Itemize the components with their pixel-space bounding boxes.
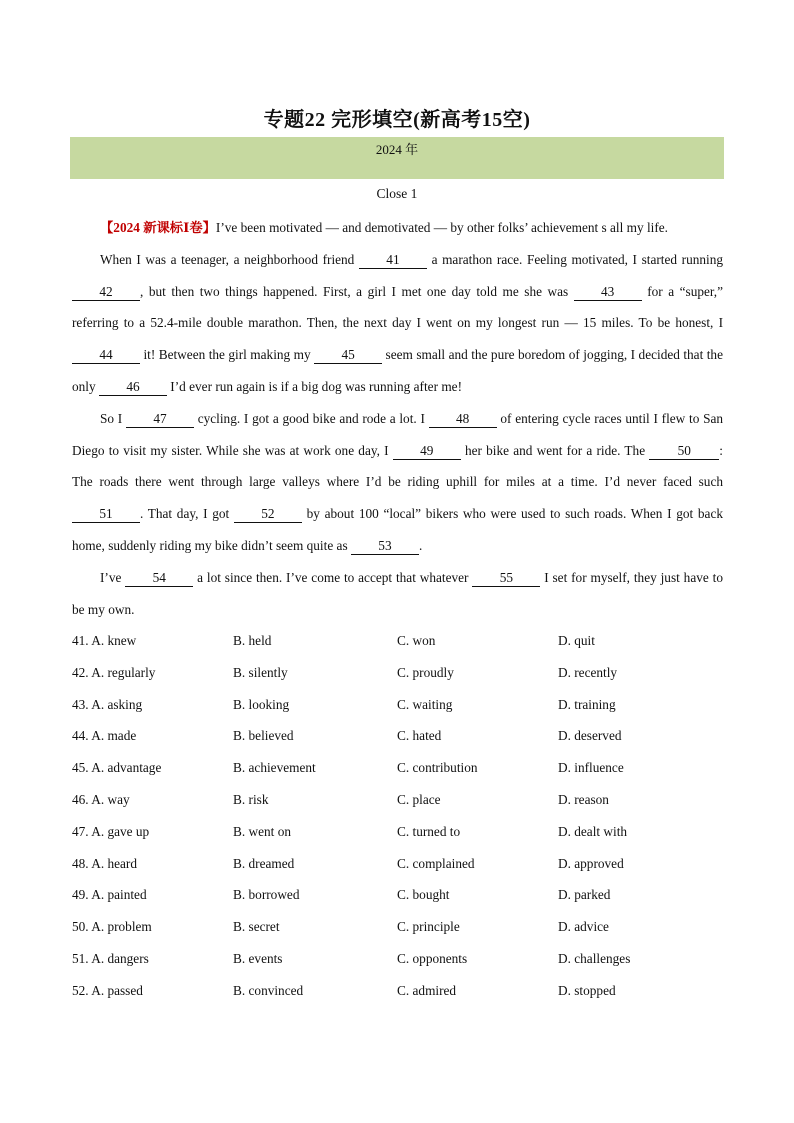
- blank-50[interactable]: 50: [649, 443, 719, 460]
- year-band: 2024 年: [70, 137, 724, 179]
- option-d[interactable]: D. deserved: [558, 728, 622, 744]
- option-c[interactable]: C. admired: [397, 982, 457, 998]
- option-a[interactable]: 52. A. passed: [72, 982, 143, 998]
- option-b[interactable]: B. borrowed: [233, 887, 300, 903]
- option-row: [72, 720, 732, 752]
- option-a[interactable]: 51. A. dangers: [72, 950, 149, 966]
- blank-43[interactable]: 43: [574, 284, 642, 301]
- source-tag: 【2024 新课标Ⅰ卷】: [100, 220, 216, 235]
- option-a[interactable]: 48. A. heard: [72, 855, 137, 871]
- option-c[interactable]: C. won: [397, 633, 436, 648]
- option-d[interactable]: D. approved: [558, 855, 624, 871]
- section-heading: Close 1: [376, 186, 418, 201]
- option-d[interactable]: D. influence: [558, 760, 624, 776]
- blank-46[interactable]: 46: [99, 379, 167, 396]
- option-d[interactable]: D. parked: [558, 887, 611, 903]
- option-c[interactable]: C. hated: [397, 728, 442, 744]
- blank-55[interactable]: 55: [472, 570, 540, 587]
- paragraph-2: When I was a teenager, a neighborhood friend 41 a marathon race. Feeling motivated, I started running 42 , but then two things happened. First, a girl I met one day told me she was 43 for a “super,” referring to a 52.4-mile double marathon. Then, the next day I went on my longest run — 15 miles. To be honest, I 44 it! Between the girl making my 45 seem small and the pure boredom of jogging, I decided that the only 46 I’d ever run again is if a big dog was running after me!: [72, 251, 724, 394]
- blank-47[interactable]: 47: [126, 411, 194, 428]
- option-d[interactable]: D. challenges: [558, 950, 631, 966]
- option-a[interactable]: 50. A. problem: [72, 919, 152, 935]
- blank-41[interactable]: 41: [359, 252, 427, 269]
- option-a[interactable]: 49. A. painted: [72, 887, 147, 903]
- answer-options: [72, 625, 732, 1007]
- paragraph-1: 【2024 新课标Ⅰ卷】I’ve been motivated — and demotivated — by other folks’ achievement s all my life.: [100, 220, 668, 235]
- option-row: [72, 625, 732, 657]
- option-a[interactable]: 45. A. advantage: [72, 760, 162, 776]
- blank-45[interactable]: 45: [314, 347, 382, 364]
- page-title: 专题22 完形填空(新高考15空): [263, 109, 531, 131]
- option-b[interactable]: B. convinced: [233, 982, 304, 998]
- option-d[interactable]: D. recently: [558, 664, 618, 680]
- option-c[interactable]: C. bought: [397, 887, 450, 903]
- option-row: [72, 752, 732, 784]
- option-b[interactable]: B. achievement: [233, 760, 316, 776]
- option-c[interactable]: C. principle: [397, 919, 460, 935]
- option-d[interactable]: D. reason: [558, 791, 609, 807]
- option-row: [72, 689, 732, 721]
- option-row: [72, 848, 732, 880]
- option-d[interactable]: D. advice: [558, 919, 609, 935]
- option-b[interactable]: B. went on: [233, 823, 291, 839]
- option-a[interactable]: 43. A. asking: [72, 696, 143, 712]
- blank-53[interactable]: 53: [351, 538, 419, 555]
- cloze-passage: [72, 212, 723, 625]
- option-row: [72, 816, 732, 848]
- option-b[interactable]: B. secret: [233, 919, 280, 935]
- option-b[interactable]: B. events: [233, 950, 283, 966]
- blank-49[interactable]: 49: [393, 443, 461, 460]
- option-c[interactable]: C. waiting: [397, 696, 453, 712]
- option-row: [72, 657, 732, 689]
- option-row: [72, 879, 732, 911]
- option-c[interactable]: C. turned to: [397, 823, 461, 839]
- blank-51[interactable]: 51: [72, 506, 140, 523]
- option-row: [72, 784, 732, 816]
- option-b[interactable]: B. risk: [233, 791, 269, 807]
- blank-54[interactable]: 54: [125, 570, 193, 587]
- paragraph-4: I’ve 54 a lot since then. I’ve come to accept that whatever 55 I set for myself, they just have to be my own.: [72, 569, 723, 617]
- paragraph-3: So I 47 cycling. I got a good bike and rode a lot. I 48 of entering cycle races until I flew to San Diego to visit my sister. While she was at work one day, I 49 her bike and went for a ride. The 50 : The roads there went through large valleys where I’d be riding uphill for miles at a time. I’d never faced such 51 . That day, I got 52 by about 100 “local” bikers who were used to such roads. When I got back home, suddenly riding my bike didn’t seem quite as 53 .: [72, 410, 724, 553]
- option-c[interactable]: C. place: [397, 791, 441, 807]
- blank-42[interactable]: 42: [72, 284, 140, 301]
- option-d[interactable]: D. dealt with: [558, 823, 628, 839]
- option-d[interactable]: D. quit: [558, 633, 595, 648]
- option-c[interactable]: C. complained: [397, 855, 475, 871]
- option-row: [72, 943, 732, 975]
- option-a[interactable]: 47. A. gave up: [72, 823, 150, 839]
- blank-44[interactable]: 44: [72, 347, 140, 364]
- option-c[interactable]: C. opponents: [397, 950, 468, 966]
- option-b[interactable]: B. dreamed: [233, 855, 295, 871]
- blank-48[interactable]: 48: [429, 411, 497, 428]
- option-a[interactable]: 44. A. made: [72, 728, 137, 744]
- option-c[interactable]: C. proudly: [397, 664, 454, 680]
- option-c[interactable]: C. contribution: [397, 760, 478, 776]
- option-d[interactable]: D. training: [558, 696, 616, 712]
- option-a[interactable]: 42. A. regularly: [72, 664, 156, 680]
- option-row: [72, 975, 732, 1007]
- option-b[interactable]: B. looking: [233, 696, 290, 712]
- option-d[interactable]: D. stopped: [558, 982, 616, 998]
- option-a[interactable]: 41. A. knew: [72, 633, 137, 648]
- option-b[interactable]: B. silently: [233, 664, 288, 680]
- option-a[interactable]: 46. A. way: [72, 791, 130, 807]
- blank-52[interactable]: 52: [234, 506, 302, 523]
- option-b[interactable]: B. held: [233, 633, 272, 648]
- option-row: [72, 911, 732, 943]
- option-b[interactable]: B. believed: [233, 728, 294, 744]
